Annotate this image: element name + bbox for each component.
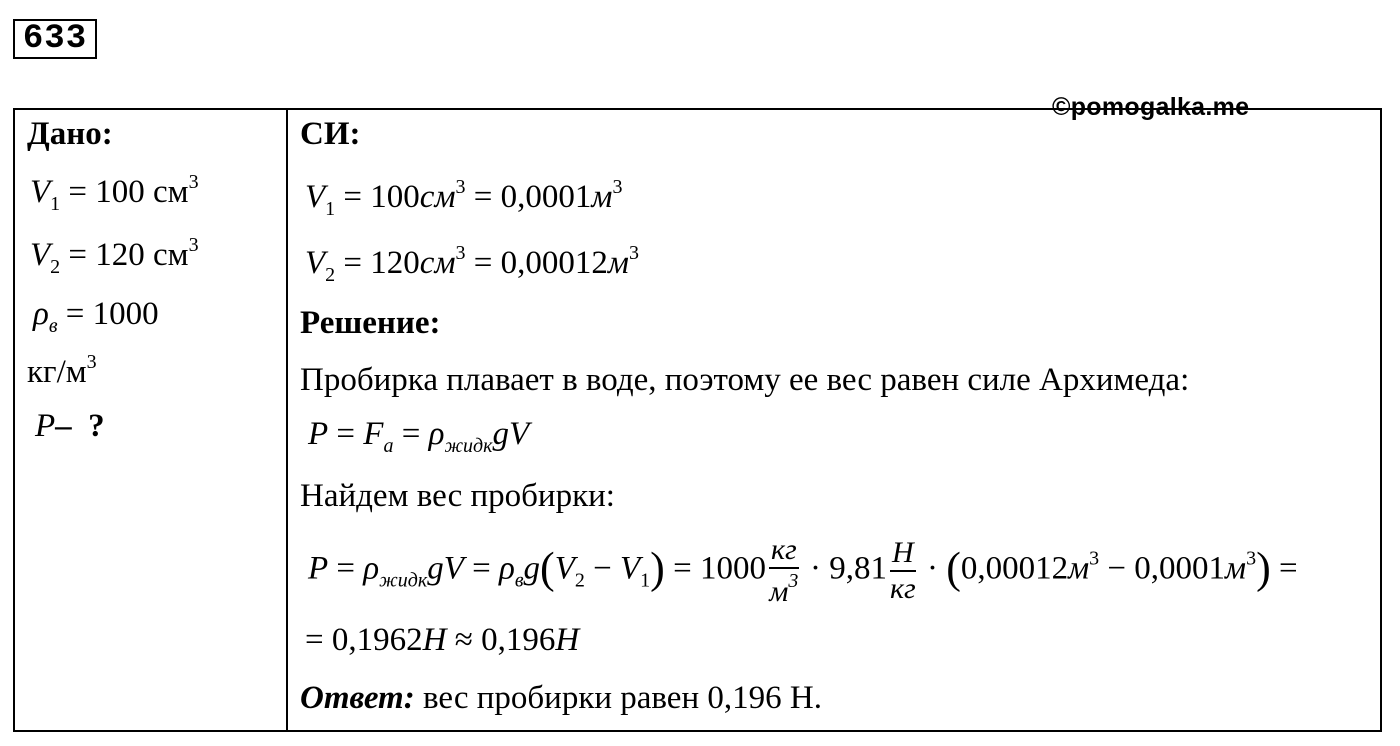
answer-text: вес пробирки равен 0,196 Н. [414, 680, 822, 716]
solution-text-1: Пробирка плавает в воде, поэтому ее вес равен силе Архимеда: [300, 362, 1190, 398]
formula-weight: $P = \rho_{жидк}gV = \rho_вg(V_2 - V_1) = 1000$ $\frac{кг}{м^3}$ · 9,81 $\frac{Н}{кг}$ · $(0,00012м^3 - 0,0001м^3)$ = [308, 533, 1298, 608]
formula-archimedes: $P = F_а = \rho_{жидк}gV$ [308, 416, 530, 457]
fraction-kg-per-m3: $\frac{кг}{м^3}$ [769, 533, 799, 608]
given-rho: $\rho_в = 1000$ [33, 296, 159, 337]
si-heading: СИ: [300, 116, 361, 152]
given-heading: Дано: [27, 116, 113, 152]
given-find: P– ? [35, 408, 105, 444]
given-v1: $V_1 = 100$ $см^3$ [30, 171, 199, 215]
solution-table [13, 108, 1382, 732]
column-divider [286, 108, 288, 732]
formula-result: = 0,1962Н ≈ 0,196Н [305, 622, 580, 658]
watermark: ©pomogalka.me [1052, 93, 1250, 121]
given-v2: $V_2 = 120$ $см^3$ [30, 234, 199, 278]
answer [300, 682, 822, 715]
si-v1: $V_1 = 100см^3 = 0,0001м^3$ [305, 176, 623, 220]
solution-heading: Решение: [300, 305, 441, 341]
given-rho-unit: $кг/м^3$ [27, 351, 97, 390]
problem-number: 633 [13, 19, 97, 59]
fraction-n-per-kg: $\frac{Н}{кг}$ [889, 536, 916, 605]
si-v2: $V_2 = 120см^3 = 0,00012м^3$ [305, 242, 639, 286]
solution-text-2: Найдем вес пробирки: [300, 478, 615, 514]
answer-label: Ответ: [300, 680, 415, 716]
